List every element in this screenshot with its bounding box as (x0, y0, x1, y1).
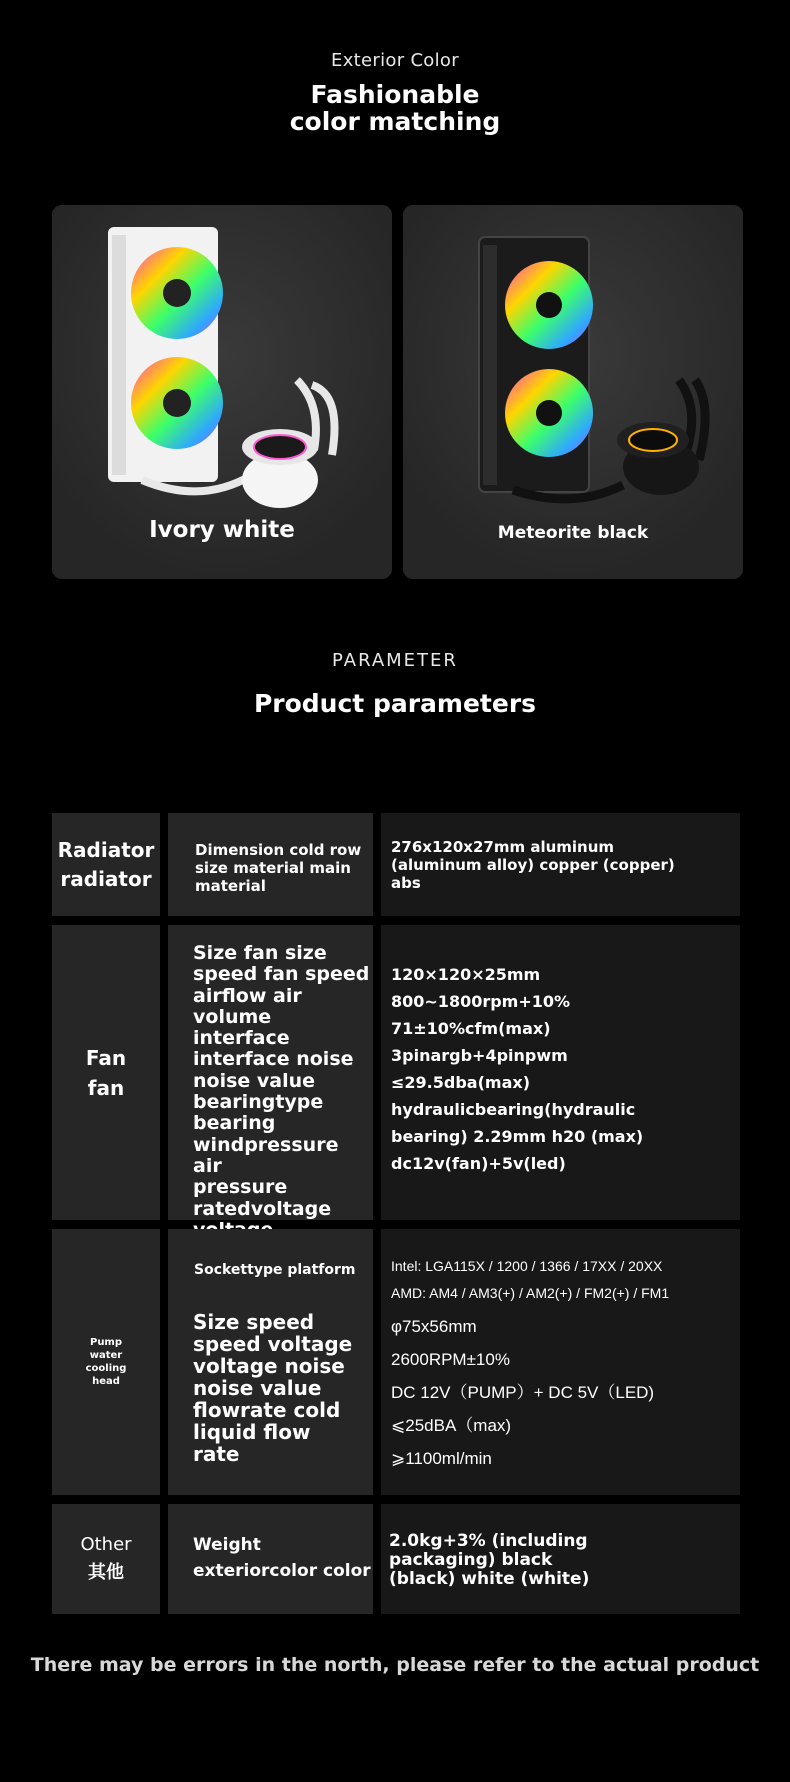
radiator-param-line: size material main (195, 859, 351, 877)
exterior-headline-line2: color matching (289, 107, 501, 136)
pump-socket-label: Sockettype platform (194, 1262, 356, 1278)
fan-category (52, 925, 160, 1220)
radiator-value-line: 276x120x27mm aluminum (391, 838, 615, 856)
exterior-headline (0, 81, 790, 135)
other-param-line: Weight (193, 1535, 261, 1555)
pump-category (52, 1229, 160, 1495)
radiator-category-line2: radiator (60, 866, 152, 891)
pump-param-line: noise value (193, 1376, 322, 1400)
fan-params (168, 925, 373, 1220)
fan-value-line: 800~1800rpm+10% (391, 992, 571, 1011)
pump-value-line: DC 12V（PUMP）+ DC 5V（LED) (391, 1383, 655, 1402)
ivory-white-label: Ivory white (149, 517, 295, 543)
pump-category-line: water (89, 1350, 123, 1361)
fan-param-line: ratedvoltage (193, 1197, 332, 1220)
meteorite-black-card[interactable] (403, 205, 743, 579)
radiator-value-line: (aluminum alloy) copper (copper) (391, 856, 675, 874)
fan-param-line: windpressure air (193, 1133, 339, 1177)
fan-param-line: interface noise (193, 1048, 354, 1071)
fan-values (381, 925, 740, 1220)
fan-value-line: 3pinargb+4pinpwm (391, 1046, 568, 1065)
pump-param-line: voltage noise (193, 1354, 345, 1378)
ivory-white-card[interactable] (52, 205, 392, 579)
pump-param-line: speed voltage (193, 1332, 353, 1356)
other-value-line: 2.0kg+3% (including (389, 1531, 588, 1551)
parameter-eyebrow: PARAMETER (332, 650, 458, 671)
pump-value-line: ⩽25dBA（max) (391, 1416, 512, 1435)
fan-param-line: airflow air (193, 984, 302, 1007)
other-value-line: packaging) black (389, 1550, 553, 1570)
pump-param-line: rate (193, 1442, 240, 1466)
radiator-category (52, 813, 160, 916)
other-category-line2: 其他 (87, 1562, 124, 1583)
other-category (52, 1504, 160, 1614)
fan-value-line: dc12v(fan)+5v(led) (391, 1154, 566, 1173)
meteorite-black-label: Meteorite black (497, 523, 649, 543)
fan-param-line: noise value (193, 1069, 316, 1092)
pump-category-line: cooling (85, 1363, 127, 1374)
exterior-eyebrow: Exterior Color (331, 50, 459, 71)
parameter-headline: Product parameters (253, 689, 537, 718)
pump-category-line: Pump (89, 1337, 123, 1348)
radiator-param-line: material (195, 877, 266, 895)
radiator-category-line1: Radiator (57, 837, 155, 862)
fan-value-line: 120×120×25mm (391, 965, 541, 984)
radiator-params (168, 813, 373, 916)
fan-value-line: hydraulicbearing(hydraulic (391, 1100, 636, 1119)
fan-param-line: volume interface (193, 1005, 290, 1050)
other-value-line: (black) white (white) (389, 1569, 590, 1589)
pump-value-line: 2600RPM±10% (391, 1350, 510, 1369)
radiator-values (381, 813, 740, 916)
pump-values (381, 1229, 740, 1495)
fan-value-line: 71±10%cfm(max) (391, 1019, 551, 1038)
pump-value-line: Intel: LGA115X / 1200 / 1366 / 17XX / 20XX (391, 1258, 663, 1274)
other-params (168, 1504, 373, 1614)
fan-param-line: speed fan speed (193, 963, 370, 986)
pump-params (168, 1229, 373, 1495)
fan-value-line: bearing) 2.29mm h20 (max) (391, 1127, 644, 1146)
fan-param-line: Size fan size (193, 942, 327, 964)
fan-category-line1: Fan (85, 1045, 127, 1070)
fan-value-line: ≤29.5dba(max) (391, 1073, 530, 1092)
footer-disclaimer: There may be errors in the north, please refer to the actual product (30, 1654, 760, 1676)
pump-param-line: liquid flow (193, 1420, 311, 1444)
other-category-line1: Other (80, 1534, 132, 1555)
pump-param-line: Size speed (193, 1310, 315, 1334)
pump-category-line: head (92, 1376, 120, 1387)
fan-param-line: bearingtype (193, 1091, 324, 1114)
fan-category-line2: fan (87, 1075, 125, 1100)
radiator-value-line: abs (391, 874, 421, 892)
other-values (381, 1504, 740, 1614)
fan-param-line: bearing (193, 1112, 276, 1135)
other-param-line: exteriorcolor color (193, 1561, 371, 1581)
pump-value-line: ⩾1100ml/min (391, 1449, 492, 1468)
radiator-param-line: Dimension cold row (195, 841, 362, 859)
exterior-headline-line1: Fashionable (310, 80, 480, 109)
pump-param-line: flowrate cold (193, 1398, 341, 1422)
pump-value-line: AMD: AM4 / AM3(+) / AM2(+) / FM2(+) / FM1 (391, 1285, 670, 1301)
pump-value-line: φ75x56mm (391, 1317, 477, 1336)
fan-param-line: pressure (193, 1176, 288, 1199)
